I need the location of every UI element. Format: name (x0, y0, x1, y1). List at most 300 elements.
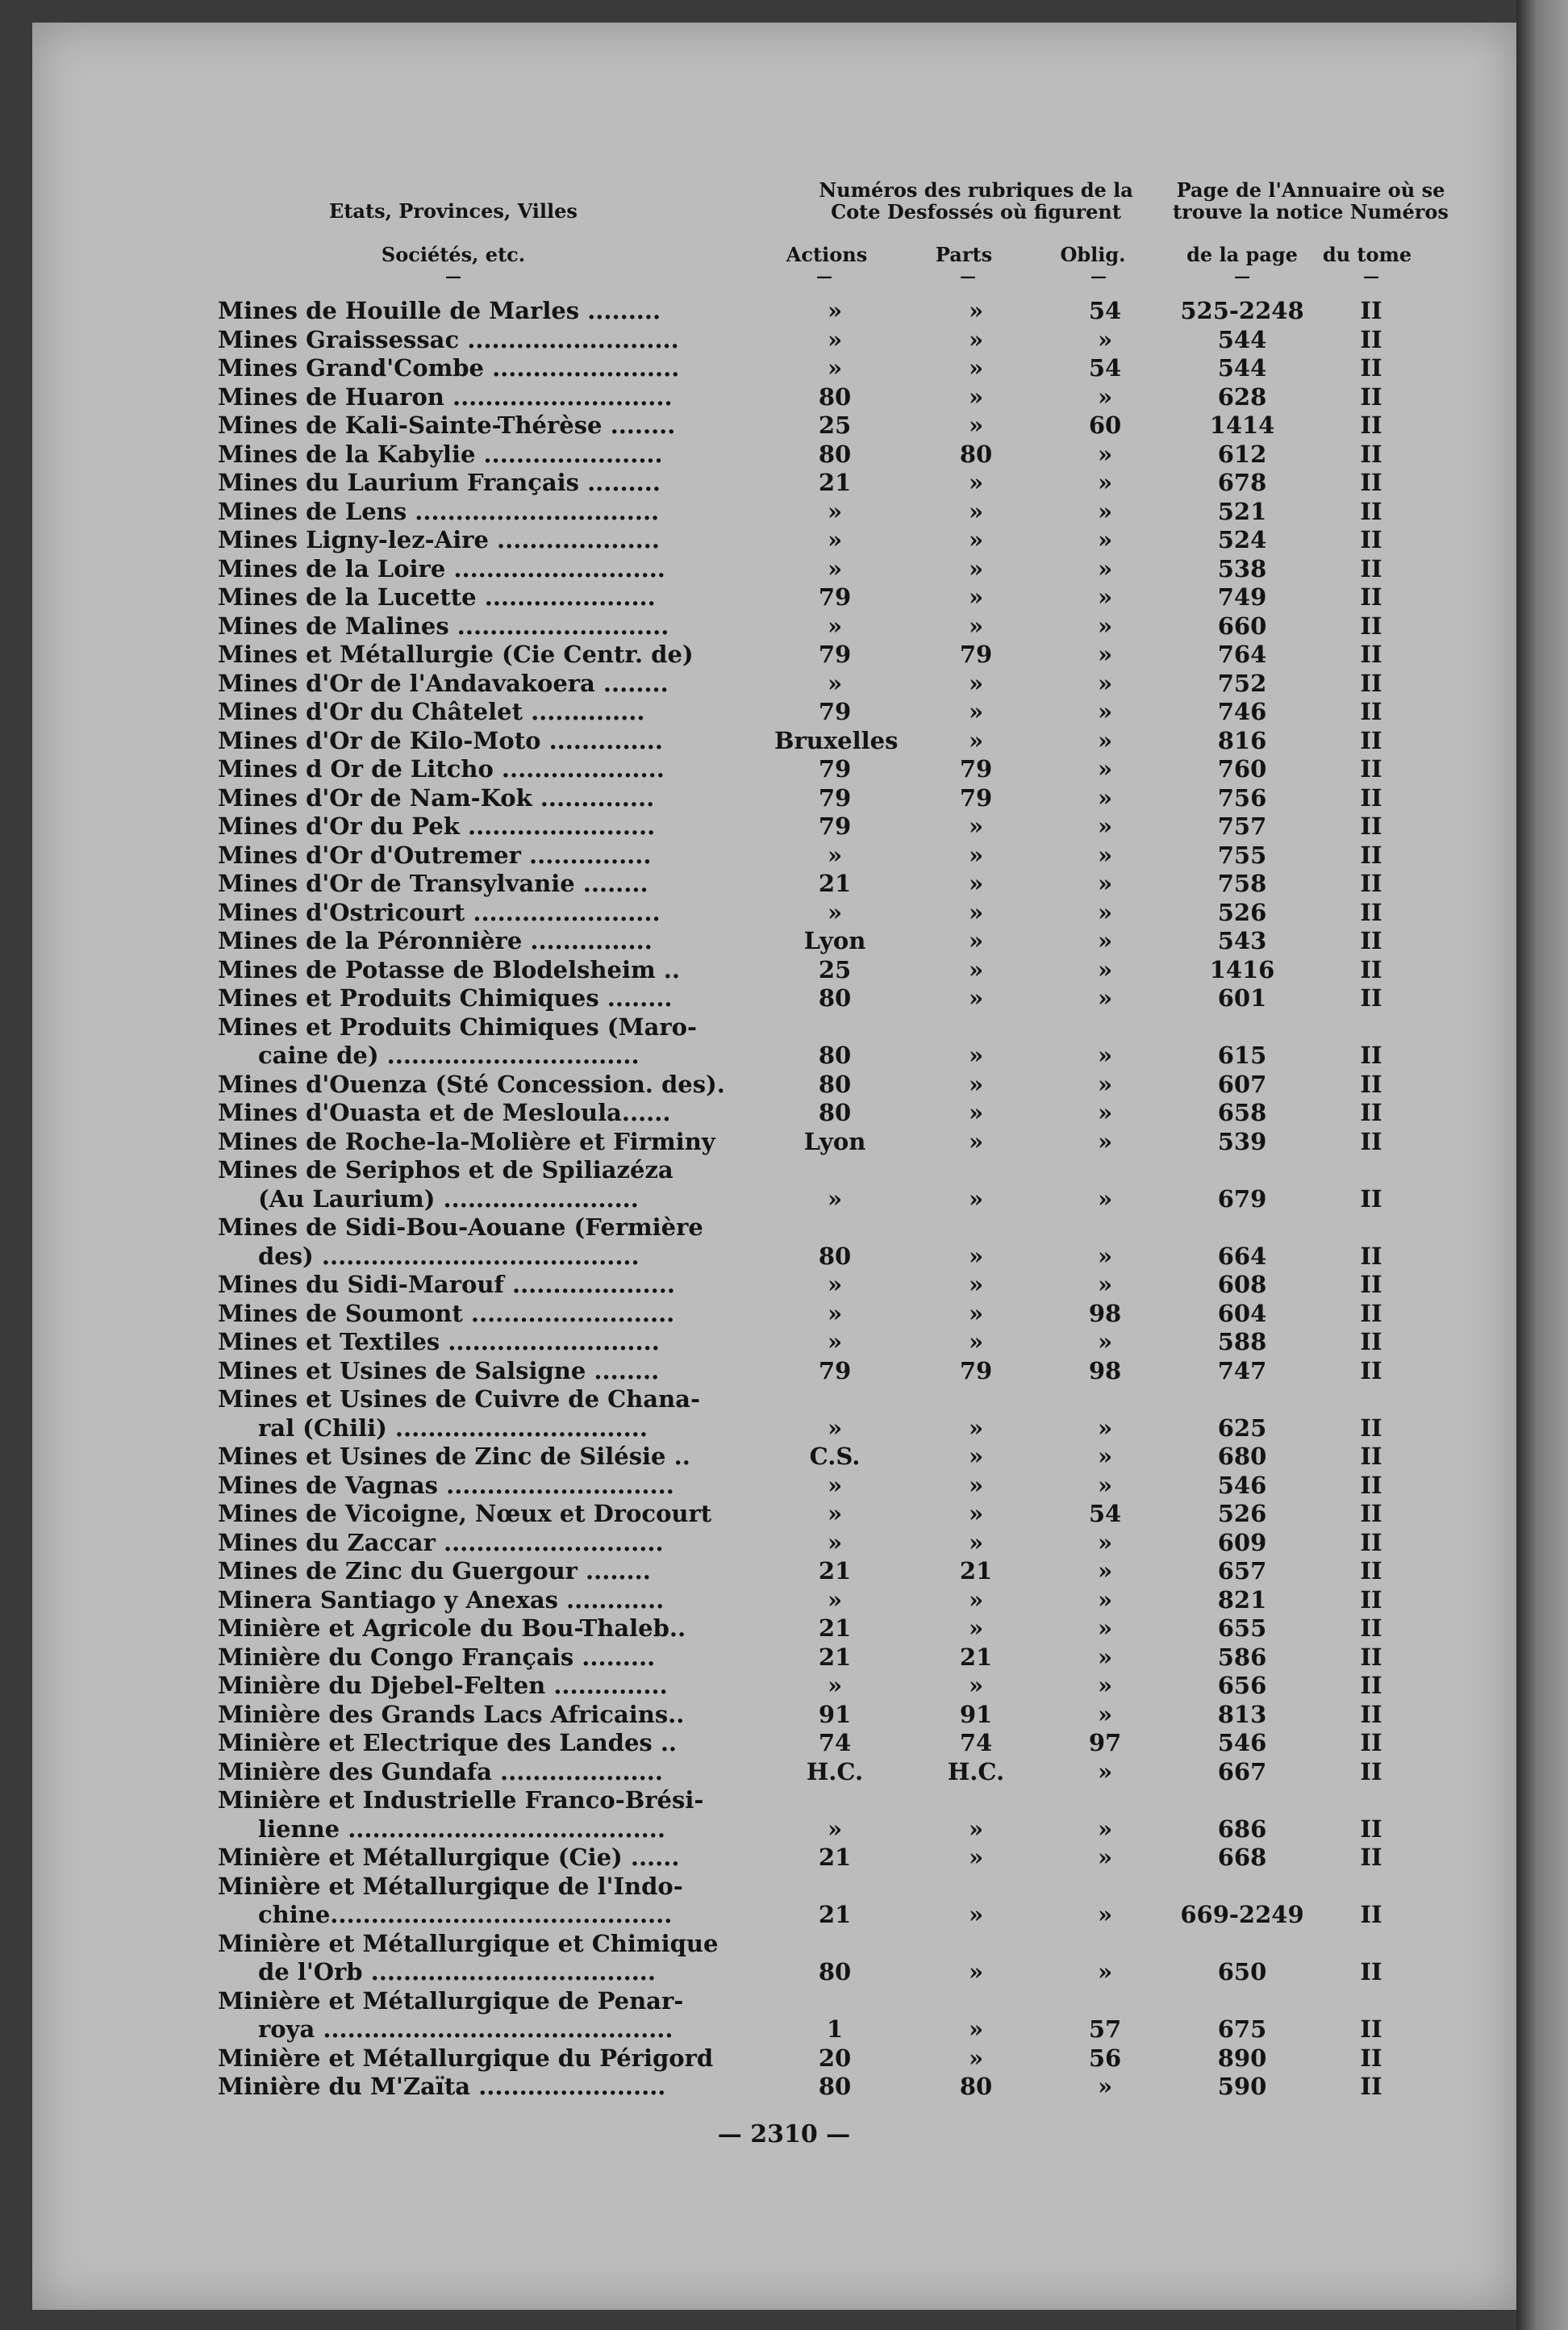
parts-cell: » (968, 1184, 984, 1213)
actions-cell: 80 (818, 1958, 852, 1986)
parts-cell: » (968, 1814, 984, 1843)
parts-cell: 79 (959, 755, 993, 783)
company-name-line: Mines de la Péronnière ............... (218, 927, 653, 954)
oblig-cell: » (1097, 1242, 1113, 1270)
tome-cell: II (1360, 469, 1382, 496)
actions-cell: 21 (818, 1643, 852, 1671)
company-name-line: Minière du Djebel-Felten .............. (218, 1672, 668, 1699)
actions-cell: 80 (818, 382, 852, 411)
page-cell: 546 (1217, 1471, 1267, 1499)
company-name (218, 1786, 742, 1844)
actions-cell: » (827, 354, 843, 382)
company-name-line: Mines d'Or du Châtelet .............. (218, 698, 645, 725)
oblig-cell: » (1097, 1127, 1113, 1155)
parts-cell: » (968, 1672, 984, 1699)
page-cell: 668 (1217, 1844, 1267, 1871)
tome-cell: II (1360, 1271, 1382, 1298)
oblig-cell: » (1097, 440, 1113, 468)
oblig-cell: » (1097, 1557, 1113, 1585)
company-name-line: Mines d'Ouenza (Sté Concession. des). (218, 1070, 725, 1098)
actions-cell: H.C. (806, 1757, 864, 1785)
table-row (0, 1844, 1568, 1873)
actions-cell: » (827, 1814, 843, 1843)
page-cell: 656 (1217, 1672, 1267, 1699)
company-name-line: Mines de Soumont ......................... (218, 1299, 675, 1327)
tome-cell: II (1360, 1729, 1382, 1756)
tome-cell: II (1360, 325, 1382, 353)
company-name (218, 1729, 742, 1758)
company-name-line: Mines et Métallurgie (Cie Centr. de) (218, 641, 694, 668)
table-row (0, 641, 1568, 670)
page-cell: 756 (1217, 783, 1267, 812)
tome-cell: II (1360, 1901, 1382, 1928)
oblig-cell: » (1097, 526, 1113, 553)
header-parts: Parts (935, 243, 993, 266)
page-cell: 538 (1217, 554, 1267, 582)
table-row (0, 841, 1568, 871)
oblig-cell: 98 (1088, 1299, 1122, 1327)
header-dash: — (1091, 266, 1107, 286)
oblig-cell: » (1097, 325, 1113, 353)
page-cell: 521 (1217, 497, 1267, 525)
page-cell: 609 (1217, 1528, 1267, 1556)
table-row (0, 297, 1568, 326)
tome-cell: II (1360, 783, 1382, 812)
company-name (218, 326, 742, 355)
tome-cell: II (1360, 1757, 1382, 1785)
company-name-line: Minière du Congo Français ......... (218, 1643, 656, 1671)
oblig-cell: » (1097, 898, 1113, 926)
company-name (218, 555, 742, 584)
tome-cell: II (1360, 1184, 1382, 1213)
header-page: Page de l'Annuaire où se trouve la notice Numéros (1173, 178, 1449, 223)
company-name (218, 1701, 742, 1730)
company-name (218, 784, 742, 813)
page-cell: 526 (1217, 898, 1267, 926)
company-name (218, 1213, 742, 1271)
actions-cell: 80 (818, 440, 852, 468)
actions-cell: 25 (818, 955, 852, 983)
oblig-cell: » (1097, 955, 1113, 983)
table-row (0, 1529, 1568, 1558)
company-name-line: Mines d'Or de l'Andavakoera ........ (218, 669, 669, 697)
page-cell: 752 (1217, 669, 1267, 697)
oblig-cell: » (1097, 1614, 1113, 1642)
parts-cell: » (968, 927, 984, 954)
oblig-cell: » (1097, 583, 1113, 611)
oblig-cell: » (1097, 1042, 1113, 1069)
parts-cell: » (968, 698, 984, 725)
page-cell: 586 (1217, 1643, 1267, 1671)
actions-cell: 80 (818, 1242, 852, 1270)
parts-cell: » (968, 1070, 984, 1098)
page-cell: 1414 (1209, 411, 1275, 439)
company-name-line: Minière et Electrique des Landes .. (218, 1729, 678, 1756)
table-row (0, 1930, 1568, 1987)
table-row (0, 326, 1568, 355)
actions-cell: 21 (818, 469, 852, 496)
actions-cell: Lyon (803, 927, 866, 954)
tome-cell: II (1360, 1814, 1382, 1843)
company-name-line: Minera Santiago y Anexas ............ (218, 1585, 665, 1614)
actions-cell: » (827, 497, 843, 525)
tome-cell: II (1360, 1585, 1382, 1614)
tome-cell: II (1360, 698, 1382, 725)
oblig-cell: » (1097, 1814, 1113, 1843)
parts-cell: » (968, 955, 984, 983)
oblig-cell: 54 (1088, 354, 1122, 382)
company-name (218, 641, 742, 670)
tome-cell: II (1360, 1700, 1382, 1728)
company-name-line: Minière et Métallurgique de l'Indo- (218, 1872, 683, 1900)
parts-cell: 79 (959, 1356, 993, 1384)
company-name (218, 1328, 742, 1357)
oblig-cell: » (1097, 1413, 1113, 1442)
actions-cell: » (827, 1271, 843, 1298)
oblig-cell: » (1097, 726, 1113, 754)
company-name-line: Mines Grand'Combe ....................... (218, 354, 680, 382)
oblig-cell: » (1097, 755, 1113, 783)
company-name (218, 841, 742, 871)
company-name (218, 1643, 742, 1672)
tome-cell: II (1360, 1844, 1382, 1871)
table-row (0, 411, 1568, 441)
header-actions: Actions (786, 243, 868, 266)
oblig-cell: » (1097, 1443, 1113, 1470)
oblig-cell: » (1097, 612, 1113, 640)
page-cell: 657 (1217, 1557, 1267, 1585)
table-row (0, 469, 1568, 498)
table-row (0, 1156, 1568, 1213)
parts-cell: » (968, 812, 984, 840)
company-name-line: Mines de Sidi-Bou-Aouane (Fermière (218, 1213, 703, 1241)
page-cell: 544 (1217, 354, 1267, 382)
actions-cell: » (827, 1299, 843, 1327)
table-row (0, 1071, 1568, 1100)
actions-cell: 20 (818, 2044, 852, 2072)
parts-cell: 79 (959, 641, 993, 668)
table-row (0, 1614, 1568, 1643)
parts-cell: » (968, 1099, 984, 1126)
table-row (0, 1586, 1568, 1615)
actions-cell: 79 (818, 698, 852, 725)
page-cell: 660 (1217, 612, 1267, 640)
company-name-line: Mines et Usines de Zinc de Silésie .. (218, 1443, 690, 1470)
tome-cell: II (1360, 554, 1382, 582)
header-numeros: Numéros des rubriques de la Cote Desfossés où figurent (819, 178, 1133, 223)
actions-cell: » (827, 898, 843, 926)
parts-cell: » (968, 1585, 984, 1614)
oblig-cell: » (1097, 1901, 1113, 1928)
oblig-cell: » (1097, 812, 1113, 840)
table-row (0, 670, 1568, 699)
header-dash: — (445, 266, 461, 286)
actions-cell: 21 (818, 870, 852, 897)
company-name-continuation: ral (Chili) ............................... (258, 1413, 648, 1442)
tome-cell: II (1360, 583, 1382, 611)
header-de-la-page: de la page (1186, 243, 1298, 266)
table-row (0, 1357, 1568, 1386)
table-row (0, 755, 1568, 784)
actions-cell: 74 (818, 1729, 852, 1756)
company-name-line: Mines de la Loire .......................... (218, 554, 665, 582)
page-cell: 612 (1217, 440, 1267, 468)
company-name-line: Mines d Or de Litcho .................... (218, 755, 665, 783)
parts-cell: 74 (959, 1729, 993, 1756)
company-name-continuation: lienne ....................................... (258, 1814, 665, 1843)
tome-cell: II (1360, 1042, 1382, 1069)
table-row (0, 698, 1568, 727)
page-cell: 1416 (1209, 955, 1275, 983)
tome-cell: II (1360, 984, 1382, 1012)
page-cell: 601 (1217, 984, 1267, 1012)
parts-cell: H.C. (947, 1757, 1005, 1785)
oblig-cell: » (1097, 469, 1113, 496)
oblig-cell: » (1097, 1643, 1113, 1671)
table-row (0, 1701, 1568, 1730)
tome-cell: II (1360, 1070, 1382, 1098)
oblig-cell: » (1097, 841, 1113, 869)
company-name-line: Minière et Métallurgique du Périgord (218, 2044, 714, 2072)
tome-cell: II (1360, 1672, 1382, 1699)
oblig-cell: » (1097, 927, 1113, 954)
tome-cell: II (1360, 1643, 1382, 1671)
company-name (218, 1586, 742, 1615)
company-name-continuation: caine de) ............................... (258, 1042, 640, 1069)
tome-cell: II (1360, 1413, 1382, 1442)
actions-cell: » (827, 325, 843, 353)
oblig-cell: 97 (1088, 1729, 1122, 1756)
oblig-cell: » (1097, 1099, 1113, 1126)
table-row (0, 1443, 1568, 1472)
actions-cell: 80 (818, 1042, 852, 1069)
oblig-cell: 98 (1088, 1356, 1122, 1384)
actions-cell: » (827, 1672, 843, 1699)
table-row (0, 1500, 1568, 1529)
page-cell: 678 (1217, 469, 1267, 496)
table-row (0, 555, 1568, 584)
actions-cell: 79 (818, 812, 852, 840)
parts-cell: » (968, 2015, 984, 2043)
table-row (0, 784, 1568, 813)
company-name (218, 670, 742, 699)
oblig-cell: » (1097, 1070, 1113, 1098)
parts-cell: » (968, 1844, 984, 1871)
company-name-line: Mines de Vagnas ............................ (218, 1471, 674, 1499)
page-cell: 655 (1217, 1614, 1267, 1642)
company-name (218, 612, 742, 641)
company-name (218, 1987, 742, 2044)
page-cell: 760 (1217, 755, 1267, 783)
table-row (0, 927, 1568, 956)
company-name-line: Mines de Houille de Marles ......... (218, 297, 661, 324)
company-name (218, 469, 742, 498)
header-dash: — (1363, 266, 1379, 286)
oblig-cell: » (1097, 1757, 1113, 1785)
table-row (0, 383, 1568, 412)
page-cell: 755 (1217, 841, 1267, 869)
company-name (218, 1443, 742, 1472)
oblig-cell: 60 (1088, 411, 1122, 439)
tome-cell: II (1360, 927, 1382, 954)
parts-cell: » (968, 497, 984, 525)
page-cell: 543 (1217, 927, 1267, 954)
oblig-cell: » (1097, 2073, 1113, 2100)
tome-cell: II (1360, 497, 1382, 525)
actions-cell: 25 (818, 411, 852, 439)
page-cell: 628 (1217, 382, 1267, 411)
company-name (218, 927, 742, 956)
page-cell: 524 (1217, 526, 1267, 553)
table-row (0, 583, 1568, 612)
page-cell: 746 (1217, 698, 1267, 725)
company-name (218, 984, 742, 1013)
parts-cell: » (968, 297, 984, 324)
page-cell: 757 (1217, 812, 1267, 840)
oblig-cell: » (1097, 1271, 1113, 1298)
parts-cell: » (968, 1614, 984, 1642)
page-cell: 758 (1217, 870, 1267, 897)
actions-cell: 80 (818, 1099, 852, 1126)
page-cell: 821 (1217, 1585, 1267, 1614)
table-row (0, 1557, 1568, 1586)
company-name (218, 2073, 742, 2102)
oblig-cell: » (1097, 1844, 1113, 1871)
company-name-line: Mines d'Or du Pek ....................... (218, 812, 656, 840)
table-row (0, 984, 1568, 1013)
company-name (218, 1614, 742, 1643)
actions-cell: » (827, 1528, 843, 1556)
company-name-line: Mines de Zinc du Guergour ........ (218, 1557, 651, 1585)
company-name (218, 1385, 742, 1443)
actions-cell: » (827, 297, 843, 324)
company-name-line: Minière et Métallurgique (Cie) ...... (218, 1844, 680, 1871)
parts-cell: » (968, 354, 984, 382)
parts-cell: » (968, 726, 984, 754)
table-row (0, 1213, 1568, 1271)
parts-cell: » (968, 1958, 984, 1986)
company-name-line: Mines et Produits Chimiques ........ (218, 984, 673, 1012)
parts-cell: » (968, 1413, 984, 1442)
oblig-cell: » (1097, 1528, 1113, 1556)
page-cell: 607 (1217, 1070, 1267, 1098)
parts-cell: 21 (959, 1557, 993, 1585)
table-row (0, 1758, 1568, 1787)
page-cell: 686 (1217, 1814, 1267, 1843)
page-cell: 816 (1217, 726, 1267, 754)
page-cell: 615 (1217, 1042, 1267, 1069)
company-name-line: Minière du M'Zaïta ....................... (218, 2073, 666, 2100)
page-cell: 675 (1217, 2015, 1267, 2043)
tome-cell: II (1360, 382, 1382, 411)
parts-cell: » (968, 1443, 984, 1470)
company-name (218, 411, 742, 441)
company-name (218, 498, 742, 527)
parts-cell: 79 (959, 783, 993, 812)
company-name-line: Mines d'Or de Kilo-Moto .............. (218, 726, 663, 754)
actions-cell: » (827, 554, 843, 582)
company-name (218, 441, 742, 470)
tome-cell: II (1360, 1500, 1382, 1527)
company-name-line: Mines de la Kabylie ...................... (218, 440, 663, 468)
page-cell: 526 (1217, 1500, 1267, 1527)
table-row (0, 1013, 1568, 1071)
header-dash: — (816, 266, 832, 286)
parts-cell: » (968, 469, 984, 496)
header-dash: — (960, 266, 976, 286)
company-name-continuation: des) ....................................... (258, 1242, 640, 1270)
page-cell: 625 (1217, 1413, 1267, 1442)
header-societes: Sociétés, etc. (381, 243, 526, 266)
tome-cell: II (1360, 812, 1382, 840)
tome-cell: II (1360, 726, 1382, 754)
company-name-line: Mines d'Or d'Outremer ............... (218, 841, 652, 869)
tome-cell: II (1360, 1356, 1382, 1384)
company-name (218, 812, 742, 841)
parts-cell: 91 (959, 1700, 993, 1728)
parts-cell: » (968, 1127, 984, 1155)
table-row (0, 1300, 1568, 1329)
company-name (218, 1300, 742, 1329)
table-row (0, 1385, 1568, 1443)
header-oblig: Oblig. (1060, 243, 1126, 266)
page-cell: 539 (1217, 1127, 1267, 1155)
table-row (0, 1987, 1568, 2044)
company-name (218, 354, 742, 383)
company-name-line: Mines d'Ostricourt ....................... (218, 898, 661, 926)
company-name (218, 1557, 742, 1586)
tome-cell: II (1360, 297, 1382, 324)
parts-cell: 21 (959, 1643, 993, 1671)
company-name-line: Mines et Textiles .......................... (218, 1328, 660, 1355)
company-name-line: Mines et Produits Chimiques (Maro- (218, 1013, 698, 1041)
company-name (218, 1930, 742, 1987)
table-row (0, 498, 1568, 527)
actions-cell: 21 (818, 1557, 852, 1585)
page-cell: 664 (1217, 1242, 1267, 1270)
parts-cell: » (968, 325, 984, 353)
tome-cell: II (1360, 612, 1382, 640)
parts-cell: » (968, 382, 984, 411)
table-row (0, 1643, 1568, 1672)
company-name-line: Minière des Gundafa .................... (218, 1757, 663, 1785)
company-name-line: Mines du Laurium Français ......... (218, 469, 661, 496)
oblig-cell: » (1097, 783, 1113, 812)
oblig-cell: » (1097, 641, 1113, 668)
actions-cell: 21 (818, 1844, 852, 1871)
company-name-continuation: de l'Orb ................................... (258, 1958, 656, 1986)
company-name-continuation: roya ........................................... (258, 2015, 673, 2043)
table-row (0, 1873, 1568, 1930)
tome-cell: II (1360, 1299, 1382, 1327)
table-row (0, 1786, 1568, 1844)
table-row (0, 956, 1568, 985)
page-number: — 2310 — (717, 2120, 851, 2148)
page-cell: 813 (1217, 1700, 1267, 1728)
company-name (218, 1128, 742, 1157)
company-name-line: Minière et Agricole du Bou-Thaleb.. (218, 1614, 686, 1642)
tome-cell: II (1360, 354, 1382, 382)
page-cell: 650 (1217, 1958, 1267, 1986)
actions-cell: » (827, 1413, 843, 1442)
company-name (218, 1071, 742, 1100)
parts-cell: » (968, 554, 984, 582)
tome-cell: II (1360, 955, 1382, 983)
oblig-cell: 54 (1088, 1500, 1122, 1527)
company-name (218, 1271, 742, 1300)
tome-cell: II (1360, 2044, 1382, 2072)
page-cell: 667 (1217, 1757, 1267, 1785)
